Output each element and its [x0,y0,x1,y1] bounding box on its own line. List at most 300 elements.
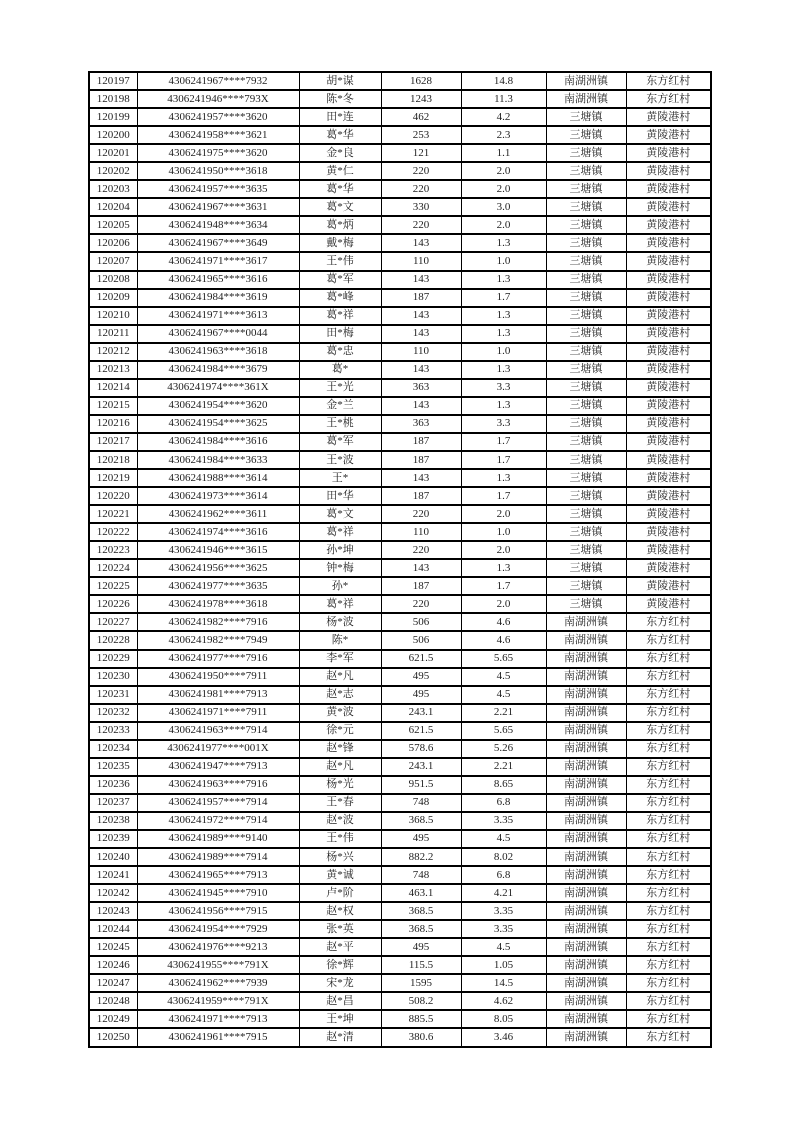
table-row [89,848,711,866]
cell-village: 东方红村 [626,884,711,902]
cell-sequence-number: 120204 [89,198,137,216]
cell-area: 6.8 [461,794,546,812]
table-row [89,884,711,902]
cell-name-masked: 王*波 [299,451,381,469]
cell-sequence-number: 120217 [89,433,137,451]
cell-amount: 951.5 [381,776,461,794]
cell-area: 1.0 [461,343,546,361]
cell-area: 4.5 [461,686,546,704]
cell-id-number-masked: 4306241976****9213 [137,938,299,956]
cell-village: 东方红村 [626,1010,711,1028]
cell-name-masked: 赵*权 [299,902,381,920]
cell-sequence-number: 120248 [89,992,137,1010]
cell-name-masked: 王*光 [299,379,381,397]
table-row [89,343,711,361]
cell-id-number-masked: 4306241965****3616 [137,271,299,289]
cell-id-number-masked: 4306241984****3679 [137,361,299,379]
cell-name-masked: 金*良 [299,144,381,162]
cell-town: 南湖洲镇 [546,902,626,920]
cell-id-number-masked: 4306241946****3615 [137,541,299,559]
cell-name-masked: 王*桃 [299,415,381,433]
cell-sequence-number: 120203 [89,180,137,198]
table-row [89,830,711,848]
cell-village: 东方红村 [626,794,711,812]
cell-id-number-masked: 4306241967****0044 [137,325,299,343]
cell-town: 南湖洲镇 [546,722,626,740]
cell-village: 东方红村 [626,812,711,830]
cell-amount: 1628 [381,72,461,90]
cell-name-masked: 陈* [299,631,381,649]
cell-town: 南湖洲镇 [546,686,626,704]
table-row [89,920,711,938]
table-row [89,776,711,794]
cell-village: 黄陵港村 [626,469,711,487]
cell-amount: 143 [381,469,461,487]
cell-amount: 495 [381,938,461,956]
cell-village: 黄陵港村 [626,343,711,361]
table-row [89,469,711,487]
cell-village: 东方红村 [626,956,711,974]
cell-town: 南湖洲镇 [546,830,626,848]
cell-town: 三塘镇 [546,433,626,451]
cell-village: 黄陵港村 [626,487,711,505]
cell-amount: 110 [381,252,461,270]
cell-sequence-number: 120229 [89,650,137,668]
cell-area: 4.5 [461,668,546,686]
cell-town: 三塘镇 [546,252,626,270]
cell-sequence-number: 120221 [89,505,137,523]
cell-town: 三塘镇 [546,144,626,162]
cell-town: 南湖洲镇 [546,72,626,90]
cell-village: 东方红村 [626,1028,711,1047]
cell-name-masked: 葛*忠 [299,343,381,361]
cell-village: 黄陵港村 [626,577,711,595]
cell-sequence-number: 120209 [89,289,137,307]
cell-sequence-number: 120211 [89,325,137,343]
cell-amount: 220 [381,216,461,234]
cell-amount: 463.1 [381,884,461,902]
cell-id-number-masked: 4306241972****7914 [137,812,299,830]
table-row [89,397,711,415]
cell-id-number-masked: 4306241954****3620 [137,397,299,415]
table-row [89,1028,711,1047]
cell-village: 黄陵港村 [626,216,711,234]
cell-name-masked: 卢*阶 [299,884,381,902]
cell-name-masked: 戴*梅 [299,234,381,252]
cell-sequence-number: 120250 [89,1028,137,1047]
cell-amount: 143 [381,234,461,252]
cell-id-number-masked: 4306241963****3618 [137,343,299,361]
cell-sequence-number: 120202 [89,162,137,180]
cell-name-masked: 杨*光 [299,776,381,794]
cell-sequence-number: 120249 [89,1010,137,1028]
cell-area: 4.21 [461,884,546,902]
cell-amount: 506 [381,631,461,649]
cell-village: 东方红村 [626,866,711,884]
cell-village: 黄陵港村 [626,361,711,379]
cell-amount: 187 [381,451,461,469]
cell-name-masked: 赵*凡 [299,758,381,776]
cell-name-masked: 葛*华 [299,126,381,144]
cell-id-number-masked: 4306241973****3614 [137,487,299,505]
cell-amount: 110 [381,523,461,541]
cell-name-masked: 胡*谋 [299,72,381,90]
cell-village: 黄陵港村 [626,180,711,198]
cell-area: 14.5 [461,974,546,992]
cell-area: 2.0 [461,505,546,523]
cell-town: 三塘镇 [546,271,626,289]
cell-sequence-number: 120198 [89,90,137,108]
cell-amount: 368.5 [381,920,461,938]
table-row [89,523,711,541]
cell-town: 南湖洲镇 [546,794,626,812]
cell-id-number-masked: 4306241957****3620 [137,108,299,126]
cell-sequence-number: 120201 [89,144,137,162]
subsidy-table [88,71,712,1048]
table-row [89,812,711,830]
cell-town: 南湖洲镇 [546,740,626,758]
table-row [89,252,711,270]
cell-area: 3.3 [461,415,546,433]
cell-area: 1.3 [461,271,546,289]
cell-name-masked: 徐*元 [299,722,381,740]
cell-name-masked: 赵*志 [299,686,381,704]
cell-id-number-masked: 4306241957****3635 [137,180,299,198]
table-row [89,938,711,956]
cell-amount: 220 [381,180,461,198]
cell-village: 东方红村 [626,613,711,631]
cell-town: 三塘镇 [546,595,626,613]
cell-town: 南湖洲镇 [546,812,626,830]
cell-name-masked: 李*军 [299,650,381,668]
cell-sequence-number: 120230 [89,668,137,686]
table-row [89,451,711,469]
cell-amount: 495 [381,830,461,848]
cell-town: 三塘镇 [546,559,626,577]
cell-sequence-number: 120243 [89,902,137,920]
cell-area: 4.5 [461,830,546,848]
cell-name-masked: 赵*昌 [299,992,381,1010]
cell-town: 南湖洲镇 [546,631,626,649]
cell-amount: 110 [381,343,461,361]
cell-amount: 253 [381,126,461,144]
cell-id-number-masked: 4306241962****3611 [137,505,299,523]
cell-town: 三塘镇 [546,307,626,325]
cell-area: 4.62 [461,992,546,1010]
cell-amount: 121 [381,144,461,162]
cell-amount: 621.5 [381,650,461,668]
cell-id-number-masked: 4306241956****7915 [137,902,299,920]
cell-town: 三塘镇 [546,451,626,469]
cell-town: 三塘镇 [546,541,626,559]
cell-id-number-masked: 4306241984****3633 [137,451,299,469]
cell-amount: 380.6 [381,1028,461,1047]
cell-village: 黄陵港村 [626,126,711,144]
cell-id-number-masked: 4306241971****7913 [137,1010,299,1028]
cell-id-number-masked: 4306241963****7914 [137,722,299,740]
cell-village: 东方红村 [626,740,711,758]
cell-sequence-number: 120247 [89,974,137,992]
cell-amount: 187 [381,577,461,595]
cell-amount: 748 [381,866,461,884]
cell-name-masked: 陈*冬 [299,90,381,108]
cell-sequence-number: 120242 [89,884,137,902]
cell-amount: 368.5 [381,902,461,920]
cell-sequence-number: 120244 [89,920,137,938]
cell-village: 东方红村 [626,758,711,776]
cell-id-number-masked: 4306241981****7913 [137,686,299,704]
table-row [89,108,711,126]
cell-amount: 578.6 [381,740,461,758]
cell-name-masked: 葛*文 [299,198,381,216]
cell-name-masked: 田*连 [299,108,381,126]
cell-area: 2.0 [461,180,546,198]
cell-village: 黄陵港村 [626,505,711,523]
cell-town: 南湖洲镇 [546,956,626,974]
table-row [89,595,711,613]
cell-amount: 220 [381,162,461,180]
cell-town: 三塘镇 [546,577,626,595]
cell-amount: 1595 [381,974,461,992]
cell-village: 东方红村 [626,920,711,938]
cell-town: 南湖洲镇 [546,668,626,686]
cell-town: 三塘镇 [546,216,626,234]
cell-amount: 143 [381,271,461,289]
cell-amount: 143 [381,361,461,379]
cell-id-number-masked: 4306241946****793X [137,90,299,108]
cell-id-number-masked: 4306241967****3631 [137,198,299,216]
cell-sequence-number: 120231 [89,686,137,704]
cell-sequence-number: 120232 [89,704,137,722]
cell-town: 三塘镇 [546,325,626,343]
cell-amount: 368.5 [381,812,461,830]
cell-name-masked: 葛*文 [299,505,381,523]
cell-sequence-number: 120197 [89,72,137,90]
cell-town: 南湖洲镇 [546,920,626,938]
cell-village: 东方红村 [626,668,711,686]
cell-amount: 330 [381,198,461,216]
table-row [89,758,711,776]
cell-name-masked: 葛*峰 [299,289,381,307]
cell-village: 黄陵港村 [626,559,711,577]
table-row [89,650,711,668]
cell-sequence-number: 120208 [89,271,137,289]
cell-amount: 143 [381,325,461,343]
cell-id-number-masked: 4306241975****3620 [137,144,299,162]
table-row [89,740,711,758]
cell-id-number-masked: 4306241988****3614 [137,469,299,487]
cell-village: 东方红村 [626,686,711,704]
cell-village: 东方红村 [626,631,711,649]
cell-village: 东方红村 [626,650,711,668]
cell-sequence-number: 120214 [89,379,137,397]
cell-name-masked: 葛*祥 [299,595,381,613]
cell-town: 三塘镇 [546,379,626,397]
cell-village: 黄陵港村 [626,108,711,126]
table-row [89,379,711,397]
cell-area: 4.6 [461,631,546,649]
cell-amount: 885.5 [381,1010,461,1028]
cell-amount: 1243 [381,90,461,108]
cell-town: 南湖洲镇 [546,1010,626,1028]
cell-area: 2.21 [461,704,546,722]
cell-name-masked: 王*春 [299,794,381,812]
cell-area: 1.7 [461,487,546,505]
cell-name-masked: 葛*炳 [299,216,381,234]
cell-id-number-masked: 4306241989****7914 [137,848,299,866]
cell-area: 1.0 [461,252,546,270]
cell-sequence-number: 120246 [89,956,137,974]
cell-amount: 748 [381,794,461,812]
cell-area: 1.1 [461,144,546,162]
cell-area: 6.8 [461,866,546,884]
cell-sequence-number: 120238 [89,812,137,830]
cell-village: 东方红村 [626,90,711,108]
cell-sequence-number: 120227 [89,613,137,631]
cell-area: 14.8 [461,72,546,90]
cell-name-masked: 宋*龙 [299,974,381,992]
cell-sequence-number: 120236 [89,776,137,794]
cell-sequence-number: 120235 [89,758,137,776]
cell-area: 1.3 [461,469,546,487]
cell-town: 南湖洲镇 [546,776,626,794]
cell-village: 黄陵港村 [626,144,711,162]
cell-id-number-masked: 4306241955****791X [137,956,299,974]
cell-area: 2.0 [461,216,546,234]
cell-town: 三塘镇 [546,523,626,541]
cell-id-number-masked: 4306241977****3635 [137,577,299,595]
cell-name-masked: 赵*平 [299,938,381,956]
cell-sequence-number: 120228 [89,631,137,649]
table-row [89,541,711,559]
cell-village: 黄陵港村 [626,523,711,541]
cell-town: 南湖洲镇 [546,866,626,884]
cell-sequence-number: 120205 [89,216,137,234]
cell-sequence-number: 120200 [89,126,137,144]
cell-sequence-number: 120226 [89,595,137,613]
cell-id-number-masked: 4306241974****361X [137,379,299,397]
cell-area: 5.65 [461,722,546,740]
table-row [89,289,711,307]
cell-village: 黄陵港村 [626,379,711,397]
cell-sequence-number: 120224 [89,559,137,577]
cell-area: 2.3 [461,126,546,144]
cell-town: 南湖洲镇 [546,90,626,108]
cell-village: 黄陵港村 [626,541,711,559]
cell-town: 三塘镇 [546,126,626,144]
cell-sequence-number: 120225 [89,577,137,595]
cell-amount: 220 [381,541,461,559]
cell-name-masked: 黄*波 [299,704,381,722]
table-row [89,415,711,433]
table-row [89,866,711,884]
cell-sequence-number: 120245 [89,938,137,956]
cell-area: 3.0 [461,198,546,216]
table-row [89,433,711,451]
cell-id-number-masked: 4306241978****3618 [137,595,299,613]
cell-village: 黄陵港村 [626,289,711,307]
cell-amount: 143 [381,307,461,325]
table-row [89,686,711,704]
cell-amount: 187 [381,433,461,451]
cell-village: 东方红村 [626,992,711,1010]
cell-id-number-masked: 4306241984****3616 [137,433,299,451]
cell-area: 3.3 [461,379,546,397]
cell-id-number-masked: 4306241982****7916 [137,613,299,631]
cell-area: 1.3 [461,307,546,325]
cell-village: 东方红村 [626,704,711,722]
cell-area: 8.02 [461,848,546,866]
cell-name-masked: 葛*华 [299,180,381,198]
cell-town: 三塘镇 [546,343,626,361]
table-row [89,144,711,162]
cell-town: 三塘镇 [546,198,626,216]
cell-area: 1.3 [461,397,546,415]
cell-id-number-masked: 4306241948****3634 [137,216,299,234]
cell-village: 黄陵港村 [626,252,711,270]
cell-area: 8.05 [461,1010,546,1028]
cell-sequence-number: 120210 [89,307,137,325]
cell-id-number-masked: 4306241954****3625 [137,415,299,433]
cell-area: 4.2 [461,108,546,126]
cell-amount: 495 [381,668,461,686]
cell-sequence-number: 120240 [89,848,137,866]
cell-id-number-masked: 4306241950****3618 [137,162,299,180]
cell-sequence-number: 120237 [89,794,137,812]
cell-name-masked: 徐*辉 [299,956,381,974]
table-row [89,180,711,198]
table-row [89,234,711,252]
cell-name-masked: 金*兰 [299,397,381,415]
cell-town: 南湖洲镇 [546,992,626,1010]
cell-village: 东方红村 [626,848,711,866]
cell-id-number-masked: 4306241971****3613 [137,307,299,325]
cell-town: 南湖洲镇 [546,613,626,631]
cell-town: 南湖洲镇 [546,938,626,956]
cell-name-masked: 葛*祥 [299,523,381,541]
cell-town: 三塘镇 [546,397,626,415]
cell-name-masked: 赵*清 [299,1028,381,1047]
cell-area: 1.3 [461,325,546,343]
cell-name-masked: 孙* [299,577,381,595]
cell-sequence-number: 120222 [89,523,137,541]
cell-village: 黄陵港村 [626,595,711,613]
cell-amount: 220 [381,505,461,523]
cell-town: 南湖洲镇 [546,704,626,722]
cell-id-number-masked: 4306241963****7916 [137,776,299,794]
table-row [89,704,711,722]
cell-area: 3.35 [461,812,546,830]
cell-id-number-masked: 4306241967****3649 [137,234,299,252]
cell-area: 3.46 [461,1028,546,1047]
cell-sequence-number: 120215 [89,397,137,415]
cell-amount: 187 [381,487,461,505]
cell-name-masked: 黄*仁 [299,162,381,180]
cell-town: 三塘镇 [546,108,626,126]
cell-amount: 143 [381,559,461,577]
cell-village: 黄陵港村 [626,198,711,216]
cell-town: 三塘镇 [546,289,626,307]
cell-area: 1.7 [461,289,546,307]
cell-area: 3.35 [461,902,546,920]
cell-name-masked: 黄*诚 [299,866,381,884]
table-row [89,613,711,631]
cell-area: 1.05 [461,956,546,974]
cell-name-masked: 田*华 [299,487,381,505]
table-row [89,325,711,343]
cell-sequence-number: 120234 [89,740,137,758]
cell-area: 1.3 [461,234,546,252]
